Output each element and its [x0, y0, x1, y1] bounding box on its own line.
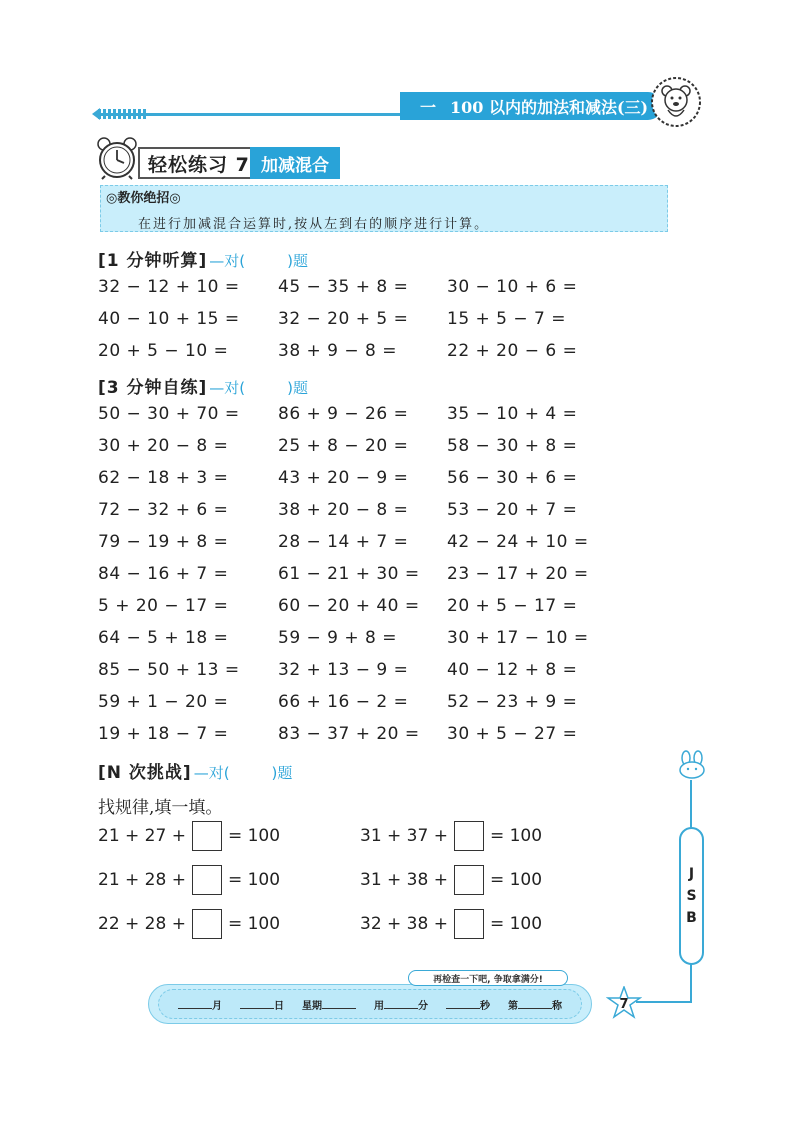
seconds-label: 秒	[480, 1000, 490, 1012]
month-blank[interactable]	[178, 999, 212, 1009]
day-blank[interactable]	[240, 999, 274, 1009]
math-problem: 79 − 19 + 8 =	[98, 532, 229, 552]
section-label: [N 次挑战]	[98, 763, 192, 783]
answer-box[interactable]	[454, 821, 484, 851]
chapter-title: 100 以内的加法和减法(三)	[450, 97, 649, 117]
side-letter: B	[686, 910, 697, 926]
math-problem: 72 − 32 + 6 =	[98, 500, 229, 520]
section-label: [1 分钟听算]	[98, 251, 208, 271]
section-practice-header	[98, 373, 308, 398]
math-problem: 5 + 20 − 17 =	[98, 596, 229, 616]
footer-record	[158, 989, 582, 1019]
math-problem: 35 − 10 + 4 =	[447, 404, 578, 424]
math-problem: 53 − 20 + 7 =	[447, 500, 578, 520]
fill-problem-left: 32 + 38 +	[360, 914, 448, 934]
fill-problem	[360, 865, 542, 895]
tip-text: 在进行加减混合运算时,按从左到右的顺序进行计算。	[138, 217, 490, 232]
math-problem: 30 + 20 − 8 =	[98, 436, 229, 456]
day-label: 日	[274, 1000, 284, 1012]
math-problem: 30 + 17 − 10 =	[447, 628, 589, 648]
rank-label: 第	[508, 1000, 518, 1012]
math-problem: 42 − 24 + 10 =	[447, 532, 589, 552]
math-problem: 50 − 30 + 70 =	[98, 404, 240, 424]
math-problem: 52 − 23 + 9 =	[447, 692, 578, 712]
fill-problem	[98, 821, 280, 851]
check-reminder: 再检查一下吧, 争取拿满分!	[408, 970, 568, 986]
section-listening-header	[98, 246, 308, 271]
page-number: 7	[619, 997, 629, 1012]
fill-problem-left: 22 + 28 +	[98, 914, 186, 934]
fill-problem-right: = 100	[489, 914, 543, 934]
score-prefix: —对(	[193, 764, 230, 782]
answer-box[interactable]	[454, 909, 484, 939]
math-problem: 85 − 50 + 13 =	[98, 660, 240, 680]
math-problem: 45 − 35 + 8 =	[278, 277, 409, 297]
answer-box[interactable]	[454, 865, 484, 895]
math-problem: 61 − 21 + 30 =	[278, 564, 420, 584]
minutes-blank[interactable]	[384, 999, 418, 1009]
exercise-topic: 加减混合	[250, 147, 340, 179]
page-number-star	[606, 986, 642, 1020]
side-label	[679, 827, 704, 965]
tip-heading: ◎教你绝招◎	[106, 191, 181, 206]
month-label: 月	[212, 1000, 222, 1012]
section-challenge-header	[98, 758, 292, 783]
math-problem: 38 + 9 − 8 =	[278, 341, 398, 361]
math-problem: 38 + 20 − 8 =	[278, 500, 409, 520]
math-problem: 25 + 8 − 20 =	[278, 436, 409, 456]
math-problem: 60 − 20 + 40 =	[278, 596, 420, 616]
fill-problem	[360, 821, 542, 851]
math-problem: 40 − 12 + 8 =	[447, 660, 578, 680]
math-problem: 30 − 10 + 6 =	[447, 277, 578, 297]
rank-blank[interactable]	[518, 999, 552, 1009]
side-letter: S	[686, 888, 697, 904]
fill-problem-right: = 100	[489, 870, 543, 890]
fill-problem-right: = 100	[227, 914, 281, 934]
math-problem: 22 + 20 − 6 =	[447, 341, 578, 361]
score-suffix: )题	[271, 764, 293, 782]
section-label: [3 分钟自练]	[98, 378, 208, 398]
math-problem: 43 + 20 − 9 =	[278, 468, 409, 488]
weekday-blank[interactable]	[322, 999, 356, 1009]
math-problem: 23 − 17 + 20 =	[447, 564, 589, 584]
fill-problem	[360, 909, 542, 939]
math-problem: 66 + 16 − 2 =	[278, 692, 409, 712]
math-problem: 32 − 12 + 10 =	[98, 277, 240, 297]
math-problem: 56 − 30 + 6 =	[447, 468, 578, 488]
fill-problem-left: 21 + 28 +	[98, 870, 186, 890]
answer-box[interactable]	[192, 821, 222, 851]
score-prefix: —对(	[209, 379, 246, 397]
math-problem: 84 − 16 + 7 =	[98, 564, 229, 584]
math-problem: 59 − 9 + 8 =	[278, 628, 398, 648]
side-letter: J	[688, 866, 695, 882]
alarm-clock-icon	[96, 136, 138, 180]
math-problem: 83 − 37 + 20 =	[278, 724, 420, 744]
answer-box[interactable]	[192, 865, 222, 895]
math-problem: 20 + 5 − 10 =	[98, 341, 229, 361]
score-prefix: —对(	[209, 252, 246, 270]
math-problem: 40 − 10 + 15 =	[98, 309, 240, 329]
bunny-icon	[676, 750, 708, 780]
math-problem: 20 + 5 − 17 =	[447, 596, 578, 616]
chapter-tab	[400, 92, 662, 120]
math-problem: 28 − 14 + 7 =	[278, 532, 409, 552]
math-problem: 32 + 13 − 9 =	[278, 660, 409, 680]
fill-problem-right: = 100	[227, 870, 281, 890]
fill-problem-right: = 100	[489, 826, 543, 846]
used-label: 用	[374, 1000, 384, 1012]
pattern-instruction: 找规律,填一填。	[98, 798, 223, 818]
answer-box[interactable]	[192, 909, 222, 939]
rank-suffix: 称	[552, 1000, 562, 1012]
fill-problem-left: 31 + 37 +	[360, 826, 448, 846]
fill-problem	[98, 909, 280, 939]
math-problem: 30 + 5 − 27 =	[447, 724, 578, 744]
minutes-label: 分	[418, 1000, 428, 1012]
fill-problem-right: = 100	[227, 826, 281, 846]
bottom-rule	[636, 1001, 692, 1003]
math-problem: 64 − 5 + 18 =	[98, 628, 229, 648]
math-problem: 86 + 9 − 26 =	[278, 404, 409, 424]
score-suffix: )题	[287, 252, 309, 270]
fill-problem	[98, 865, 280, 895]
exercise-title: 轻松练习 7	[138, 147, 250, 179]
score-suffix: )题	[287, 379, 309, 397]
math-problem: 62 − 18 + 3 =	[98, 468, 229, 488]
fill-problem-left: 21 + 27 +	[98, 826, 186, 846]
math-problem: 58 − 30 + 8 =	[447, 436, 578, 456]
seconds-blank[interactable]	[446, 999, 480, 1009]
math-problem: 19 + 18 − 7 =	[98, 724, 229, 744]
fill-problem-left: 31 + 38 +	[360, 870, 448, 890]
math-problem: 32 − 20 + 5 =	[278, 309, 409, 329]
bear-mascot-icon	[650, 76, 702, 128]
weekday-label: 星期	[302, 1000, 322, 1012]
chapter-number: 一	[420, 97, 437, 117]
math-problem: 15 + 5 − 7 =	[447, 309, 567, 329]
math-problem: 59 + 1 − 20 =	[98, 692, 229, 712]
